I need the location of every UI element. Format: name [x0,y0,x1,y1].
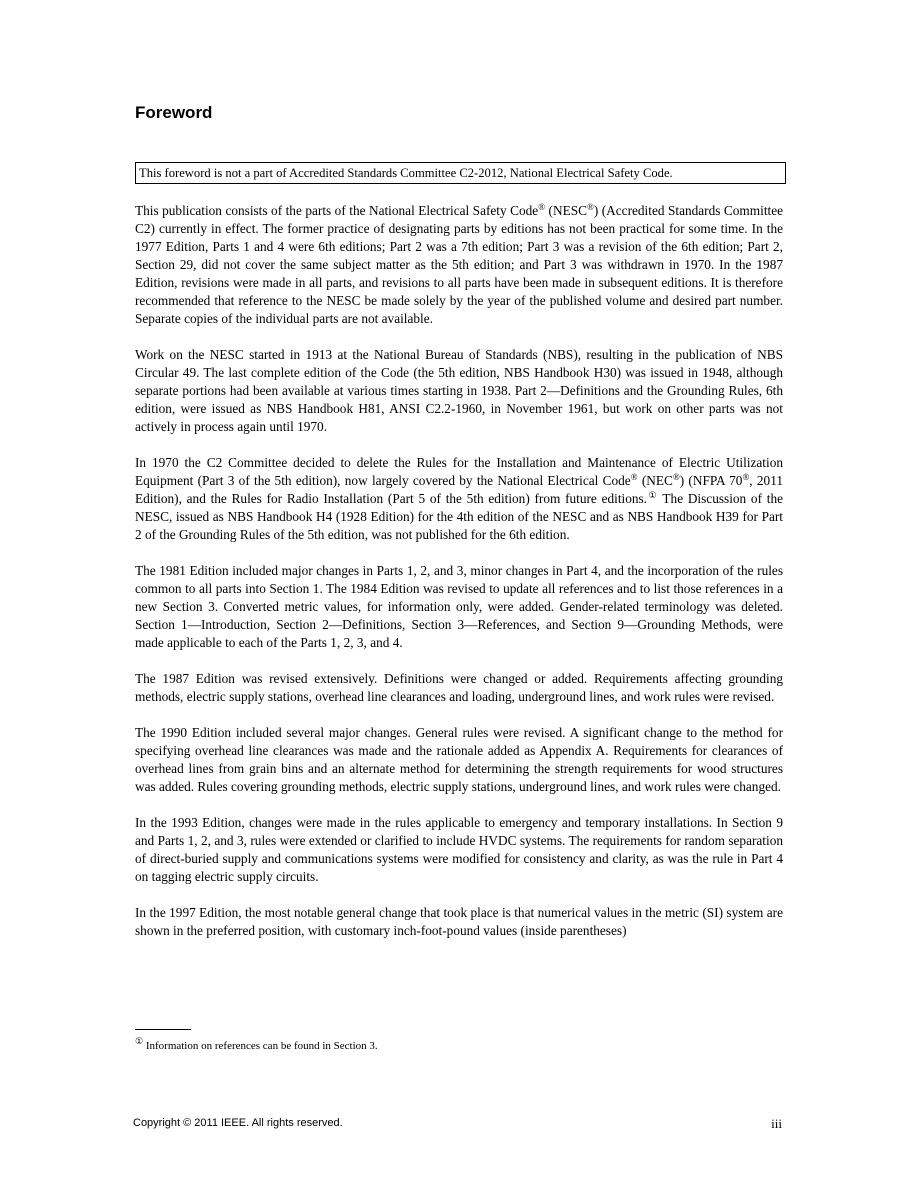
footnote-divider [135,1029,191,1030]
paragraph-6: The 1990 Edition included several major changes. General rules were revised. A significant change to the method for specifying overhead line clearances was made and the rationale added as Appendix A. Requirements for clearances of overhead lines from grain bins and an alternate method for determining the strength requirements for wood structures was added. Rules covering grounding methods, electric supply stations, underground lines, and work rules were changed. [135,725,783,794]
registered-mark: ® [586,202,594,212]
paragraph-2: Work on the NESC started in 1913 at the National Bureau of Standards (NBS), resulting in the publication of NBS Circular 49. The last complete edition of the Code (the 5th edition, NBS Handbook H30) was issued in 1948, although separate portions had been available at various times starting in 1938. Part 2—Definitions and the Grounding Rules, 6th edition, were issued as NBS Handbook H81, ANSI C2.2-1960, in November 1961, but work on other parts was not actively in process again until 1970. [135,347,783,434]
paragraph-7: In the 1993 Edition, changes were made in the rules applicable to emergency and temporary installations. In Section 9 and Parts 1, 2, and 3, rules were extended or clarified to include HVDC systems. The requirements for random separation of direct-buried supply and communications systems were modified for consistency and clarity, as was the rule in Part 4 on tagging electric supply circuits. [135,815,783,884]
page-number: iii [771,1116,782,1131]
paragraph-1-part-a: This publication consists of the parts of the National Electrical Safety Code [135,203,539,218]
paragraph-3-part-d: , 2011 Edition), and the Rules for Radio Installation (Part 5 of the 5th edition) from future editions. [135,473,783,506]
paragraph-1-part-b: (NESC [545,203,587,218]
paragraph-3-part-c: ) (NFPA 70 [679,473,743,488]
paragraph-3-part-e: The Discussion of the NESC, issued as NBS Handbook H4 (1928 Edition) for the 4th edition of the NESC and as NBS Handbook H39 for Part 2 of the Grounding Rules of the 5th edition, was not published for the 6th edition. [135,491,783,542]
copyright-notice: Copyright © 2011 IEEE. All rights reserved. [133,1117,343,1129]
foreword-notice-box [135,162,786,184]
registered-mark: ® [630,472,638,482]
paragraph-3 [135,454,783,544]
registered-mark: ® [672,472,680,482]
footnote-reference: ① [647,490,658,500]
paragraph-8: In the 1997 Edition, the most notable general change that took place is that numerical values in the metric (SI) system are shown in the preferred position, with customary inch-foot-pound values (inside parentheses) [135,905,783,938]
paragraph-3-part-b: (NEC [637,473,673,488]
registered-mark: ® [742,472,750,482]
paragraph-3-part-a: In 1970 the C2 Committee decided to delete the Rules for the Installation and Maintenance of Electric Utilization Equipment (Part 3 of the 5th edition), now largely covered by the National Electrical Code [135,455,783,488]
page-title: Foreword [135,103,213,122]
paragraph-1 [135,202,783,328]
paragraph-1-part-c: ) (Accredited Standards Committee C2) currently in effect. The former practice of designating parts by editions has not been practical for some time. In the 1977 Edition, Parts 1 and 4 were 6th editions; Part 2 was a 7th edition; Part 3 was a revision of the 6th edition; Part 2, Section 29, did not cover the same subject matter as the 5th edition; and Part 3 was withdrawn in 1970. In the 1987 Edition, revisions were made in all parts, and revisions to all parts have been made in subsequent editions. It is therefore recommended that reference to the NESC be made solely by the year of the published volume and desired part number. Separate copies of the individual parts are not available. [135,203,784,326]
paragraph-5: The 1987 Edition was revised extensively. Definitions were changed or added. Requirements affecting grounding methods, electric supply stations, overhead line clearances and loading, underground lines, and work rules were revised. [135,671,783,704]
registered-mark: ® [538,202,546,212]
footnote-text: Information on references can be found in Section 3. [143,1040,378,1052]
footnote-mark: ① [135,1036,144,1046]
paragraph-4: The 1981 Edition included major changes in Parts 1, 2, and 3, minor changes in Part 4, and the incorporation of the rules common to all parts into Section 1. The 1984 Edition was revised to update all references and to list those references in a new Section 3. Converted metric values, for information only, were added. Gender-related terminology was deleted. Section 1—Introduction, Section 2—Definitions, Section 3—References, and Section 9—Grounding Methods, were made applicable to each of the Parts 1, 2, 3, and 4. [135,563,783,650]
body-text [135,202,783,958]
footnote [135,1036,378,1052]
notice-text: This foreword is not a part of Accredited Standards Committee C2-2012, National Electrical Safety Code. [139,166,673,180]
